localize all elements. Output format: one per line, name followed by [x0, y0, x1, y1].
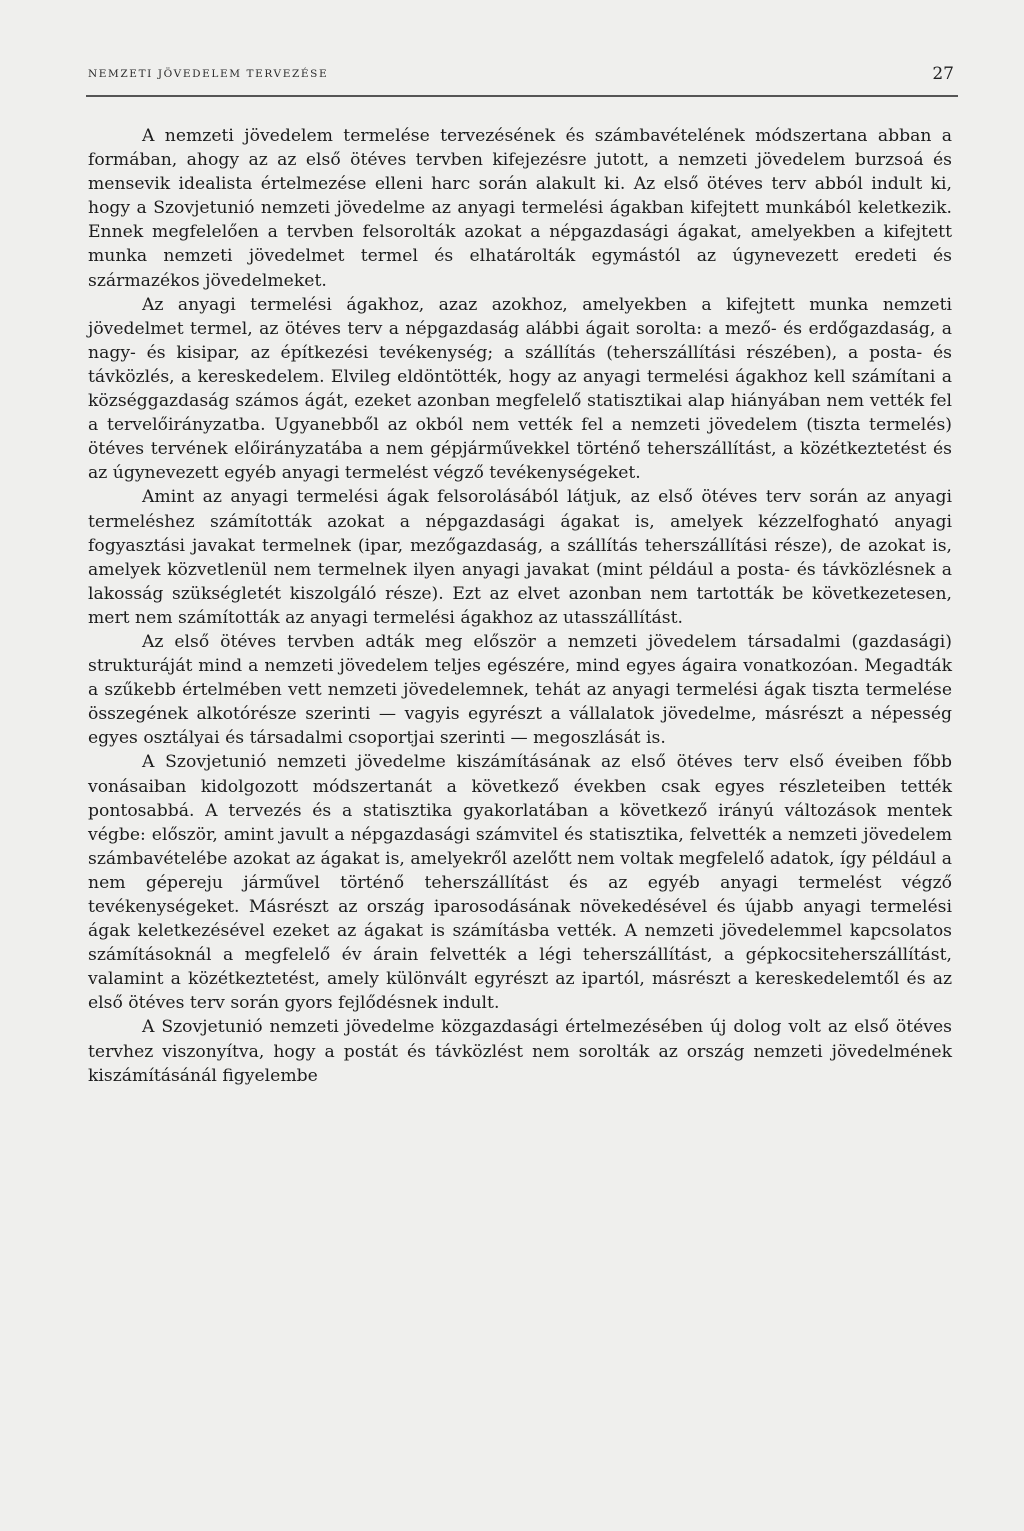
paragraph: A nemzeti jövedelem termelése tervezésének és számbavételének módszertana abban a formában, ahogy az az első ötéves tervben kifejezésre jutott, a nemzeti jövedelem burzsoá és mensevik idealista értelmezése elleni harc során alakult ki. Az első ötéves terv abból indult ki, hogy a Szovjetunió nemzeti jövedelme az anyagi termelési ágakban kifejtett munkából keletkezik. Ennek megfelelően a tervben felsorolták azokat a népgazdasági ágakat, amelyekben a kifejtett munka nemzeti jövedelmet termel és elhatárolták egymástól az úgynevezett eredeti és származékos jövedelmeket. [88, 126, 952, 291]
paragraph: A Szovjetunió nemzeti jövedelme közgazdasági értelmezésében új dolog volt az első ötéves tervhez viszonyítva, hogy a postát és távközlést nem sorolták az ország nemzeti jövedelmének kiszámításánál figyelembe [88, 1017, 952, 1086]
paragraph: Amint az anyagi termelési ágak felsorolásából látjuk, az első ötéves terv során az anyagi termeléshez számították azokat a népgazdasági ágakat is, amelyek kézzelfogható anyagi fogyasztási javakat termelnek (ipar, mezőgazdaság, a szállítás teherszállítási része), de azokat is, amelyek közvetlenül nem termelnek ilyen anyagi javakat (mint például a posta- és távközlésnek a lakosság szükségletét kiszolgáló része). Ezt az elvet azonban nem tartották be következetesen, mert nem számították az anyagi termelési ágakhoz az utasszállítást. [88, 487, 952, 628]
running-title: NEMZETI JÖVEDELEM TERVEZÉSE [88, 68, 329, 80]
page-number: 27 [932, 64, 954, 84]
header-rule [86, 95, 958, 97]
paragraph: A Szovjetunió nemzeti jövedelme kiszámításának az első ötéves terv első éveiben főbb vonásaiban kidolgozott módszertanát a következő években csak egyes részleteiben tették pontosabbá. A tervezés és a statisztika gyakorlatában a következő irányú változások mentek végbe: először, amint javult a népgazdasági számvitel és statisztika, felvették a nemzeti jövedelem számbavételébe azokat az ágakat is, amelyekről azelőtt nem voltak megfelelő adatok, így például a nem gépereju járművel történő teherszállítást és az egyéb anyagi termelést végző tevékenységeket. Másrészt az ország iparosodásának növekedésével és újabb anyagi termelési ágak keletkezésével ezeket az ágakat is számításba vették. A nemzeti jövedelemmel kapcsolatos számításoknál a megfelelő év árain felvették a légi teherszállítást, a gépkocsiteherszállítást, valamint a közétkeztetést, amely különvált egyrészt az ipartól, másrészt a kereskedelemtől és az első ötéves terv során gyors fejlődésnek indult. [88, 752, 952, 1014]
body-text [88, 124, 952, 1088]
paragraph: Az első ötéves tervben adták meg először a nemzeti jövedelem társadalmi (gazdasági) strukturáját mind a nemzeti jövedelem teljes egészére, mind egyes ágaira vonatkozóan. Megadták a szűkebb értelmében vett nemzeti jövedelemnek, tehát az anyagi termelési ágak tiszta termelése összegének alkotórésze szerinti — vagyis egyrészt a vállalatok jövedelme, másrészt a népesség egyes osztályai és társadalmi csoportjai szerinti — megoszlását is. [88, 631, 952, 749]
running-head [88, 66, 958, 88]
paragraph: Az anyagi termelési ágakhoz, azaz azokhoz, amelyekben a kifejtett munka nemzeti jövedelmet termel, az ötéves terv a népgazdaság alábbi ágait sorolta: a mező- és erdőgazdaság, a nagy- és kisipar, az építkezési tevékenység; a szállítás (teherszállítási részében), a posta- és távközlés, a kereskedelem. Elvileg eldöntötték, hogy az anyagi termelési ágakhoz kell számítani a községgazdaság számos ágát, ezeket azonban megfelelő statisztikai alap hiányában nem vették fel a tervelőirányzatba. Ugyanebből az okból nem vették fel a nemzeti jövedelem (tiszta termelés) ötéves tervének előirányzatába a nem gépjárművekkel történő teherszállítást, a közétkeztetést és az úgynevezett egyéb anyagi termelést végző tevékenységeket. [88, 294, 952, 484]
